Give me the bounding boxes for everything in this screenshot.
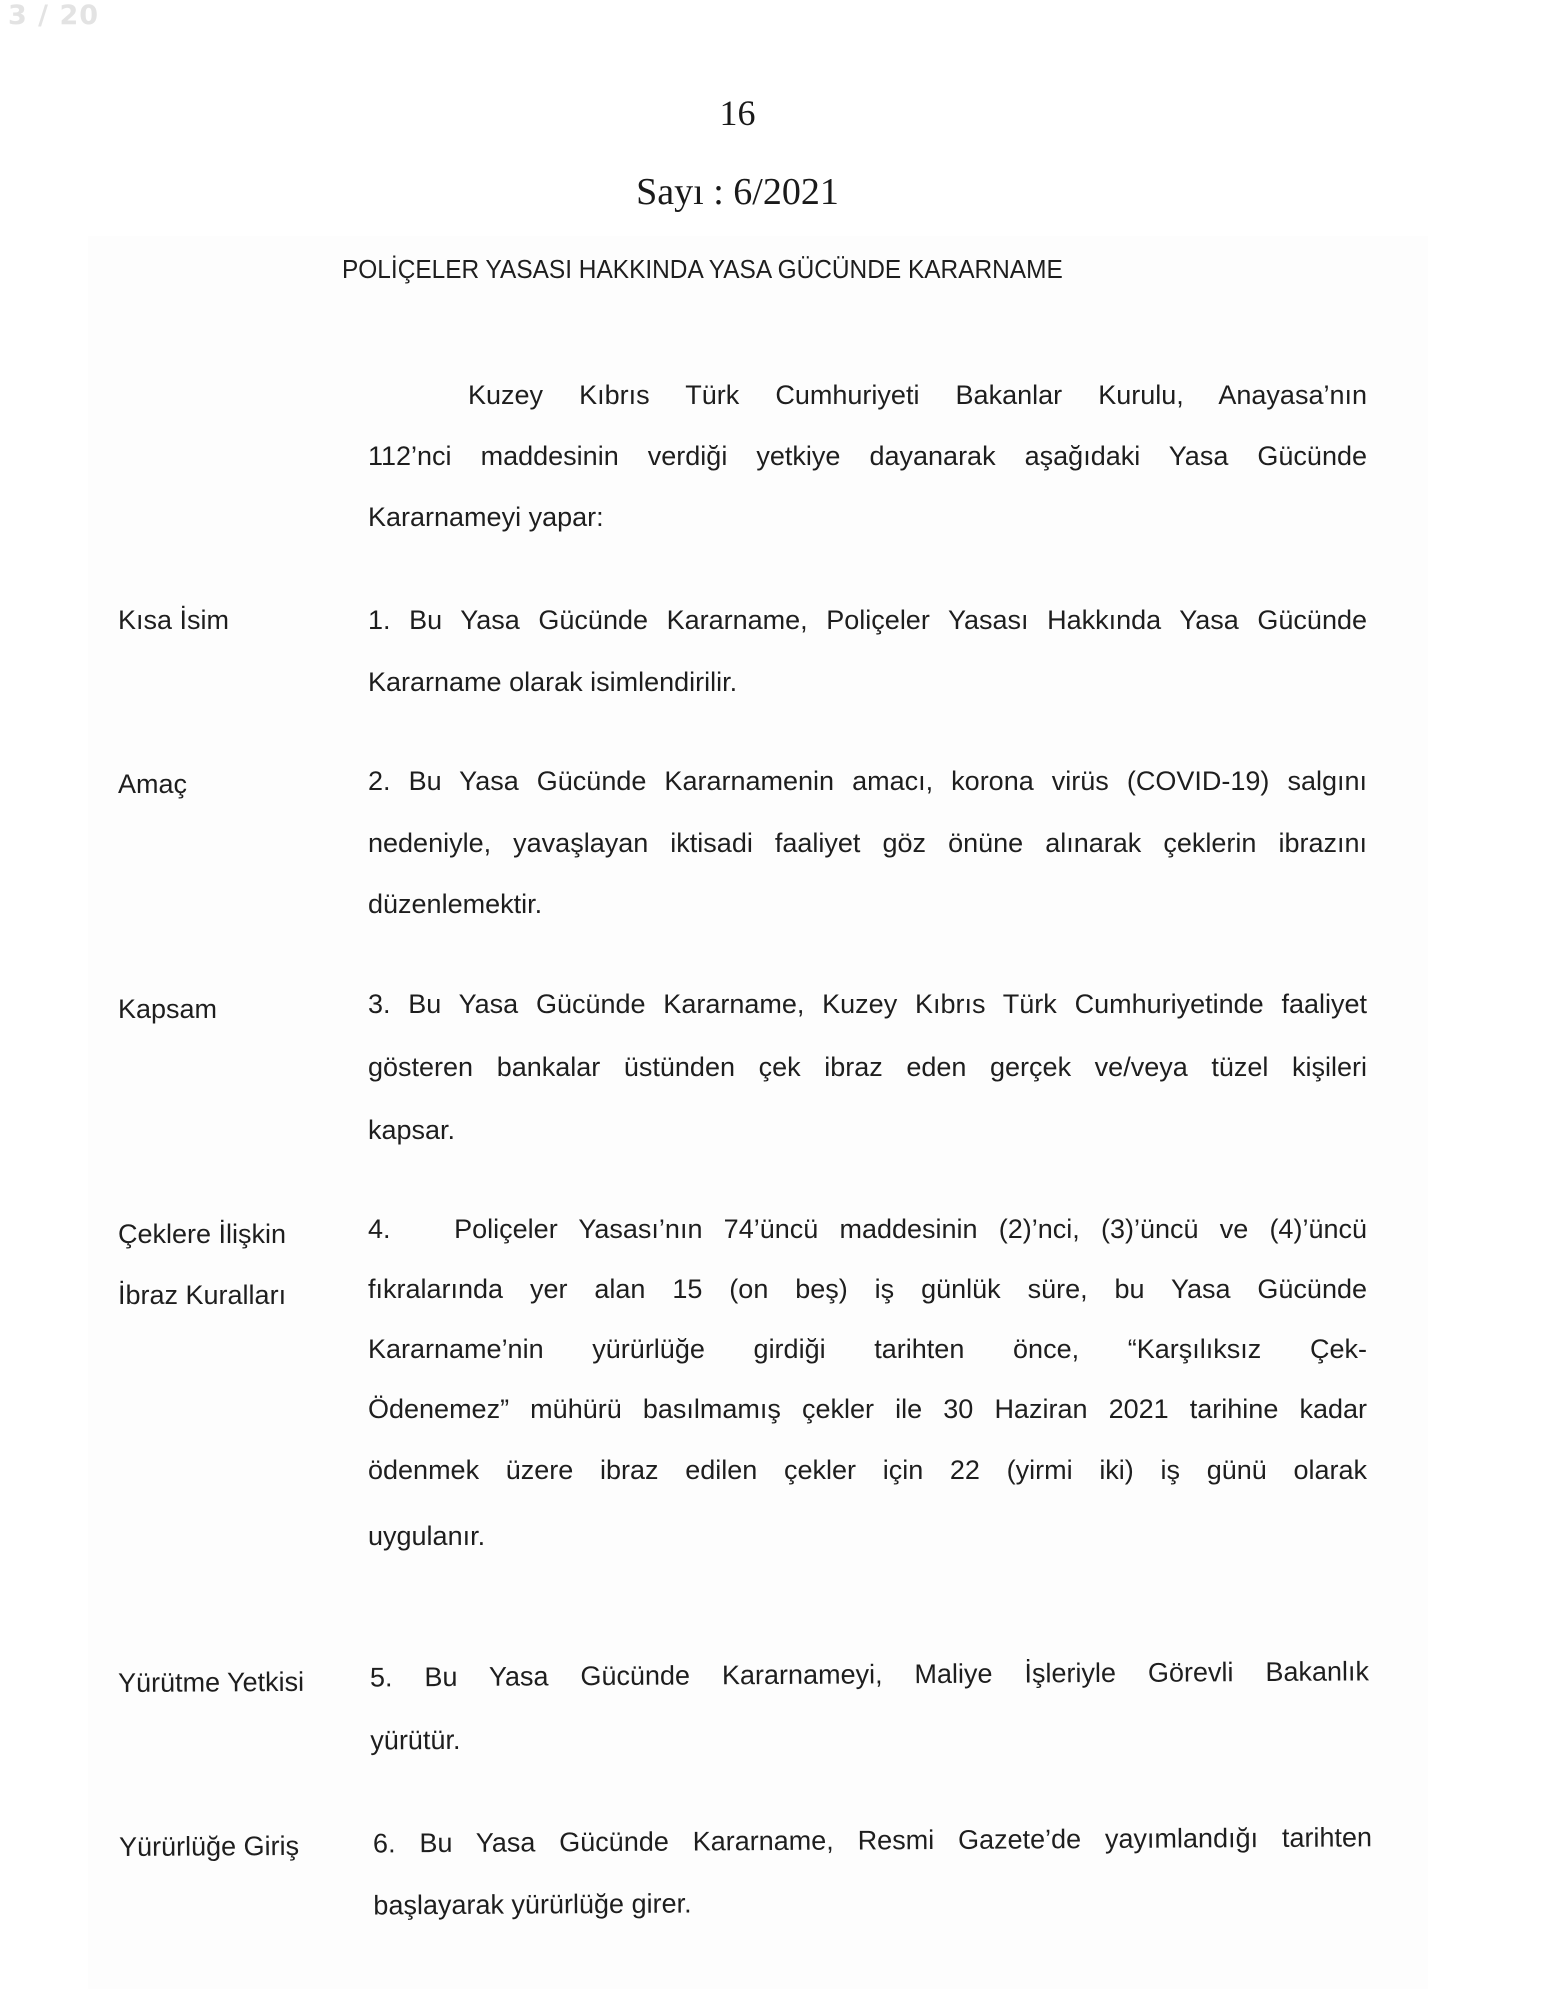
article-line: ödenmek üzere ibraz edilen çekler için 22 (yirmi iki) iş günü olarak — [368, 1455, 1367, 1485]
document-title: POLİÇELER YASASI HAKKINDA YASA GÜCÜNDE KARARNAME — [342, 254, 1063, 284]
preamble-line: Kuzey Kıbrıs Türk Cumhuriyeti Bakanlar Kurulu, Anayasa’nın — [468, 380, 1367, 410]
page-number: 16 — [719, 93, 756, 133]
article-line: Kararname’nin yürürlüğe girdiği tarihten önce, “Karşılıksız Çek- — [368, 1334, 1367, 1364]
article-label: Yürütme Yetkisi — [117, 1666, 305, 1698]
issue-number: Sayı : 6/2021 — [636, 171, 839, 213]
article-line: uygulanır. — [368, 1521, 486, 1551]
article-line: nedeniyle, yavaşlayan iktisadi faaliyet göz önüne alınarak çeklerin ibrazını — [368, 828, 1367, 858]
preamble-line: Kararnameyi yapar: — [368, 502, 604, 532]
article-line: Ödenemez” mühürü basılmamış çekler ile 30 Haziran 2021 tarihine kadar — [368, 1394, 1367, 1424]
page-counter: 3 / 20 — [8, 0, 100, 31]
article-line: 4. Poliçeler Yasası’nın 74’üncü maddesinin (2)’nci, (3)’üncü ve (4)’üncü — [368, 1214, 1367, 1244]
article-line: kapsar. — [368, 1115, 456, 1145]
article-line: 5. Bu Yasa Gücünde Kararnameyi, Maliye İşleriyle Görevli Bakanlık — [369, 1656, 1370, 1693]
article-line: 6. Bu Yasa Gücünde Kararname, Resmi Gazete’de yayımlandığı tarihten — [372, 1822, 1373, 1859]
article-line: 2. Bu Yasa Gücünde Kararnamenin amacı, korona virüs (COVID-19) salgını — [368, 766, 1367, 796]
article-line: düzenlemektir. — [368, 889, 543, 919]
article-label: Kısa İsim — [118, 605, 230, 635]
article-line: 1. Bu Yasa Gücünde Kararname, Poliçeler Yasası Hakkında Yasa Gücünde — [368, 605, 1367, 635]
article-line: gösteren bankalar üstünden çek ibraz eden gerçek ve/veya tüzel kişileri — [368, 1052, 1367, 1082]
article-label: Kapsam — [118, 994, 218, 1024]
article-line: fıkralarında yer alan 15 (on beş) iş günlük süre, bu Yasa Gücünde — [368, 1274, 1367, 1304]
article-label: Yürürlüğe Giriş — [118, 1830, 300, 1862]
article-line: Kararname olarak isimlendirilir. — [368, 667, 738, 697]
article-line: 3. Bu Yasa Gücünde Kararname, Kuzey Kıbrıs Türk Cumhuriyetinde faaliyet — [368, 989, 1367, 1019]
article-line: yürütür. — [370, 1724, 461, 1756]
preamble-line: 112’nci maddesinin verdiği yetkiye dayanarak aşağıdaki Yasa Gücünde — [368, 441, 1367, 471]
article-line: başlayarak yürürlüğe girer. — [373, 1888, 692, 1921]
article-label: Amaç — [118, 769, 188, 799]
article-label: İbraz Kuralları — [118, 1280, 287, 1310]
article-label: Çeklere İlişkin — [118, 1219, 287, 1249]
